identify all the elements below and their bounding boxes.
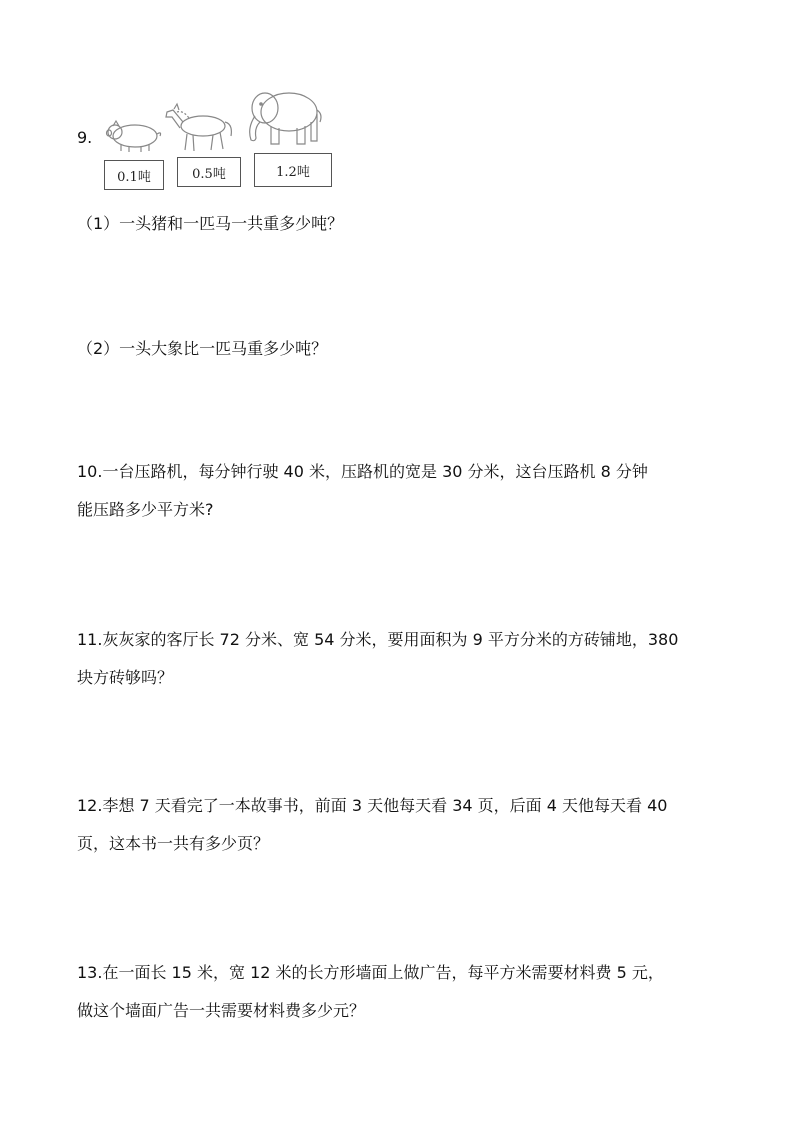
question-12 xyxy=(77,787,727,863)
question-11-line-2: 块方砖够吗？ xyxy=(77,668,174,687)
question-10-line-1: 10.一台压路机，每分钟行驶 40 米，压路机的宽是 30 分米，这台压路机 8 分钟 xyxy=(77,462,648,481)
question-9-number: 9. xyxy=(77,128,93,147)
weight-label-pig: 0.1吨 xyxy=(104,160,164,190)
weight-label-elephant: 1.2吨 xyxy=(254,153,332,187)
question-10 xyxy=(77,453,727,529)
question-9-part-2: （2）一头大象比一匹马重多少吨？ xyxy=(77,339,328,358)
question-10-line-2: 能压路多少平方米? xyxy=(77,500,214,519)
question-11-line-1: 11.灰灰家的客厅长 72 分米、宽 54 分米，要用面积为 9 平方分米的方砖铺地，380 xyxy=(77,630,679,649)
question-13-line-1: 13.在一面长 15 米，宽 12 米的长方形墙面上做广告，每平方米需要材料费 5 元， xyxy=(77,963,664,982)
question-13-line-2: 做这个墙面广告一共需要材料费多少元？ xyxy=(77,1001,366,1020)
pig-icon xyxy=(105,118,163,154)
elephant-icon xyxy=(245,86,323,148)
question-12-line-2: 页，这本书一共有多少页？ xyxy=(77,834,270,853)
horse-icon xyxy=(163,102,235,154)
question-9-part-1: （1）一头猪和一匹马一共重多少吨？ xyxy=(77,214,344,233)
weight-label-horse: 0.5吨 xyxy=(177,157,241,187)
question-13 xyxy=(77,954,727,1030)
question-12-line-1: 12.李想 7 天看完了一本故事书，前面 3 天他每天看 34 页，后面 4 天他每天看 40 xyxy=(77,796,668,815)
question-11 xyxy=(77,621,727,697)
